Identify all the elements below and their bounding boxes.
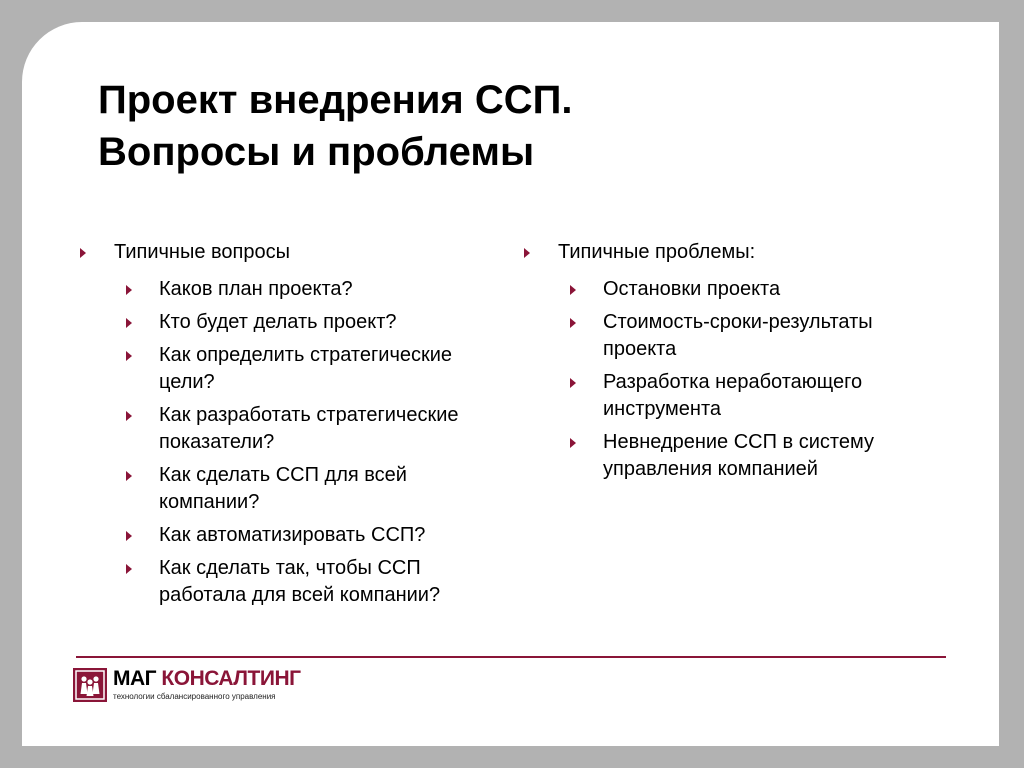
item-line: Как сделать ССП для всей (159, 464, 407, 486)
logo-part-1: МАГ (113, 667, 157, 690)
list-item (72, 522, 522, 549)
logo-part-2: КОНСАЛТИНГ (161, 667, 301, 690)
list-item (516, 276, 956, 303)
title-line-1: Проект внедрения ССП. (98, 78, 573, 122)
list-item (72, 342, 522, 396)
bullet-arrow-icon (570, 378, 576, 388)
bullet-arrow-icon (126, 318, 132, 328)
item-line: управления компанией (603, 458, 818, 480)
bullet-arrow-icon (126, 531, 132, 541)
item-line: Кто будет делать проект? (159, 311, 397, 333)
list-heading (72, 239, 522, 266)
item-line: Остановки проекта (603, 278, 781, 300)
bullet-arrow-icon (126, 351, 132, 361)
typical-questions-column (72, 239, 522, 615)
list-item (516, 309, 956, 363)
list-item (516, 369, 956, 423)
bullet-arrow-icon (126, 564, 132, 574)
item-line: цели? (159, 371, 215, 393)
list-item (72, 462, 522, 516)
item-line: Разработка неработающего (603, 371, 863, 393)
list-item (72, 276, 522, 303)
item-line: Как сделать так, чтобы ССП (159, 557, 421, 579)
bullet-arrow-icon (570, 438, 576, 448)
heading-text: Типичные вопросы (114, 241, 291, 263)
logo-tagline: технологии сбалансированного управления (113, 692, 276, 701)
list-heading (516, 239, 956, 266)
title-line-2: Вопросы и проблемы (98, 130, 535, 174)
item-line: Как определить стратегические (159, 344, 453, 366)
list-item (72, 309, 522, 336)
item-line: Невнедрение ССП в систему (603, 431, 874, 453)
footer-divider (76, 656, 946, 658)
item-line: показатели? (159, 431, 275, 453)
item-line: Стоимость-сроки-результаты (603, 311, 873, 333)
list-item (72, 402, 522, 456)
item-line: проекта (603, 338, 677, 360)
item-line: Как автоматизировать ССП? (159, 524, 426, 546)
list-item (72, 555, 522, 609)
logo-people-icon (73, 668, 107, 702)
item-line: работала для всей компании? (159, 584, 441, 606)
slide-title (98, 74, 573, 178)
bullet-arrow-icon (570, 318, 576, 328)
item-line: компании? (159, 491, 260, 513)
bullet-arrow-icon (126, 285, 132, 295)
logo-wordmark (113, 668, 301, 690)
typical-problems-column (516, 239, 956, 489)
list-item (516, 429, 956, 483)
bullet-arrow-icon (80, 248, 86, 258)
bullet-arrow-icon (126, 471, 132, 481)
bullet-arrow-icon (524, 248, 530, 258)
heading-text: Типичные проблемы: (558, 241, 756, 263)
item-line: Каков план проекта? (159, 278, 353, 300)
bullet-arrow-icon (126, 411, 132, 421)
bullet-arrow-icon (570, 285, 576, 295)
item-line: инструмента (603, 398, 722, 420)
item-line: Как разработать стратегические (159, 404, 459, 426)
